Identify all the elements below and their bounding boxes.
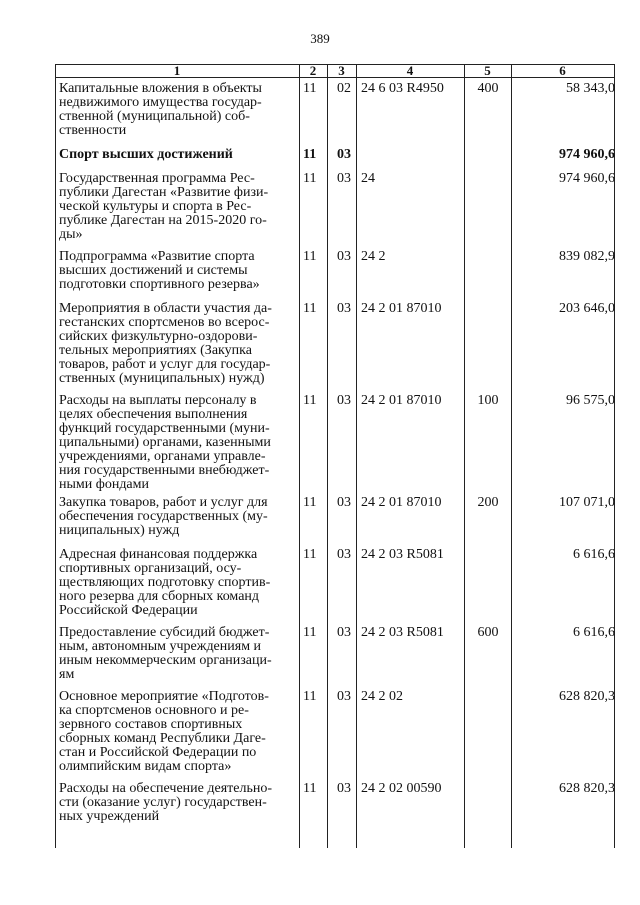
- row-vr: 200: [477, 495, 499, 510]
- row-csr: 24 6 03 R4950: [361, 81, 444, 96]
- row-razdel: 11: [303, 393, 317, 408]
- row-csr: 24 2 01 87010: [361, 393, 442, 408]
- header-col-6: 6: [559, 63, 566, 78]
- row-sum: 6 616,6: [573, 625, 615, 640]
- row-name: Государственная программа Рес- публики Дагестан «Развитие физи- ческой культуры и спорта в Рес- публике Дагестан на 2015-2020 го- ды»: [59, 171, 269, 242]
- row-csr: 24 2 02: [361, 689, 403, 704]
- row-name: Основное мероприятие «Подготов- ка спортсменов основного и ре- зервного составов спортивных сборных команд Республики Даге- стан и Российской Федерации по олимпийским видам спорта»: [59, 689, 269, 774]
- row-podrazdel: 03: [337, 171, 351, 186]
- row-vr: 600: [477, 625, 499, 640]
- row-razdel: 11: [303, 147, 317, 162]
- row-csr: 24 2 01 87010: [361, 301, 442, 316]
- row-sum: 839 082,9: [559, 249, 615, 264]
- row-podrazdel: 03: [337, 495, 351, 510]
- row-podrazdel: 03: [337, 781, 351, 796]
- row-csr: 24 2: [361, 249, 386, 264]
- row-csr: 24 2 03 R5081: [361, 625, 444, 640]
- row-razdel: 11: [303, 689, 317, 704]
- row-sum: 107 071,0: [559, 495, 615, 510]
- row-sum: 6 616,6: [573, 547, 615, 562]
- row-name: Капитальные вложения в объекты недвижимого имущества государ- ственной (муниципальной) соб- ственности: [59, 81, 262, 138]
- header-col-4: 4: [406, 63, 414, 78]
- row-podrazdel: 03: [337, 301, 351, 316]
- row-razdel: 11: [303, 781, 317, 796]
- header-col-3: 3: [338, 63, 345, 78]
- row-razdel: 11: [303, 171, 317, 186]
- row-sum: 96 575,0: [566, 393, 615, 408]
- header-divider: [55, 77, 615, 78]
- row-razdel: 11: [303, 495, 317, 510]
- row-sum: 974 960,6: [559, 171, 615, 186]
- row-name: Закупка товаров, работ и услуг для обеспечения государственных (му- ниципальных) нужд: [59, 495, 268, 538]
- row-podrazdel: 02: [337, 81, 351, 96]
- row-sum: 628 820,3: [559, 781, 615, 796]
- row-razdel: 11: [303, 547, 317, 562]
- row-sum: 974 960,6: [559, 147, 615, 162]
- row-razdel: 11: [303, 81, 317, 96]
- table-border-left: [55, 64, 56, 848]
- row-name: Адресная финансовая поддержка спортивных организаций, осу- ществляющих подготовку спортив- ного резерва для сборных команд Российской Федерации: [59, 547, 271, 618]
- row-csr: 24 2 01 87010: [361, 495, 442, 510]
- row-name: Расходы на выплаты персоналу в целях обеспечения выполнения функций государственными (муни- ципальными) органами, казенными учреждениями, органами управле- ния государственными внебюджет- ными фондами: [59, 393, 271, 492]
- row-podrazdel: 03: [337, 625, 351, 640]
- row-name: Спорт высших достижений: [59, 147, 233, 162]
- row-vr: 400: [477, 81, 499, 96]
- budget-table: [55, 64, 615, 848]
- row-podrazdel: 03: [337, 249, 351, 264]
- row-podrazdel: 03: [337, 393, 351, 408]
- row-podrazdel: 03: [337, 547, 351, 562]
- column-divider: [299, 64, 300, 848]
- row-razdel: 11: [303, 625, 317, 640]
- row-sum: 628 820,3: [559, 689, 615, 704]
- header-col-2: 2: [309, 63, 317, 78]
- page-number: 389: [310, 31, 330, 46]
- row-name: Расходы на обеспечение деятельно- сти (оказание услуг) государствен- ных учреждений: [59, 781, 272, 824]
- row-vr: 100: [477, 393, 499, 408]
- row-name: Мероприятия в области участия да- гестанских спортсменов во всерос- сийских физкультурно-оздорови- тельных мероприятиях (Закупка товаров, работ и услуг для государ- ственных (муниципальных) нужд): [59, 301, 272, 386]
- column-divider: [327, 64, 328, 848]
- row-csr: 24 2 03 R5081: [361, 547, 444, 562]
- row-csr: 24 2 02 00590: [361, 781, 442, 796]
- row-name: Предоставление субсидий бюджет- ным, автономным учреждениям и иным некоммерческим организаци- ям: [59, 625, 272, 682]
- header-col-5: 5: [484, 63, 491, 78]
- row-csr: 24: [361, 171, 375, 186]
- header-col-1: 1: [173, 63, 181, 78]
- row-sum: 58 343,0: [566, 81, 615, 96]
- row-name: Подпрограмма «Развитие спорта высших достижений и системы подготовки спортивного резерва»: [59, 249, 260, 292]
- row-podrazdel: 03: [337, 147, 351, 162]
- row-sum: 203 646,0: [559, 301, 615, 316]
- row-podrazdel: 03: [337, 689, 351, 704]
- row-razdel: 11: [303, 301, 317, 316]
- row-razdel: 11: [303, 249, 317, 264]
